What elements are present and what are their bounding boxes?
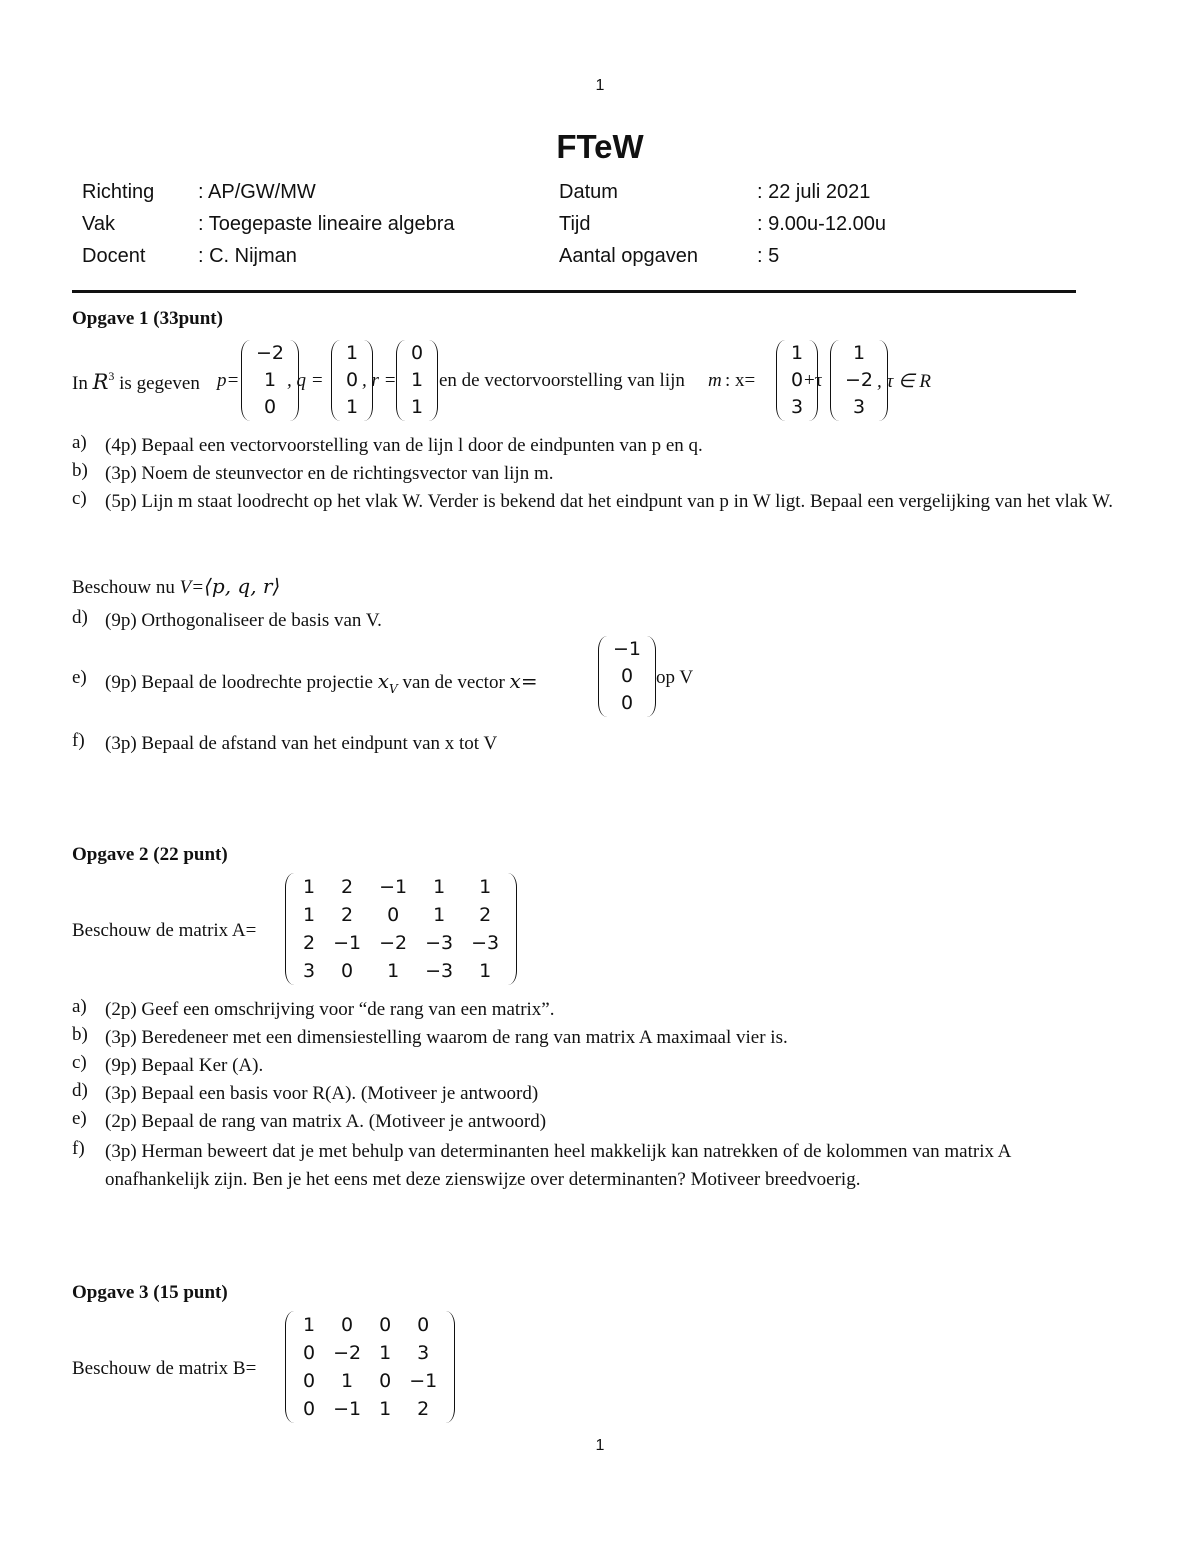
matrix-row bbox=[405, 340, 429, 367]
matrix-a-label: Beschouw de matrix A= bbox=[72, 920, 257, 941]
matrix-row bbox=[294, 1339, 446, 1367]
matrix-row bbox=[294, 873, 508, 901]
exam-title: FTeW bbox=[556, 128, 644, 165]
matrix-cell: 0 bbox=[620, 665, 634, 687]
item-text: (2p) Bepaal de rang van matrix A. (Motiveer je antwoord) bbox=[105, 1111, 547, 1132]
matrix-cell: −1 bbox=[409, 1370, 438, 1392]
datum-value: : 22 juli 2021 bbox=[757, 181, 871, 203]
matrix-cell: 0 bbox=[379, 1314, 392, 1336]
matrix-cell: −1 bbox=[333, 932, 362, 954]
matrix-row bbox=[294, 1311, 446, 1339]
matrix-cell: 1 bbox=[387, 960, 400, 982]
matrix-cell: 0 bbox=[263, 396, 277, 418]
matrix-cell: 0 bbox=[411, 342, 424, 364]
consider-prefix: Beschouw nu bbox=[72, 577, 175, 598]
matrix-cell: 1 bbox=[303, 876, 316, 898]
matrix-cell: −1 bbox=[613, 638, 642, 660]
matrix-b-label: Beschouw de matrix B= bbox=[72, 1358, 257, 1379]
matrix-row bbox=[250, 367, 290, 394]
e-text-after bbox=[656, 667, 693, 689]
matrix-cell: 0 bbox=[620, 692, 634, 714]
matrix-row bbox=[294, 901, 508, 929]
matrix-cell: −3 bbox=[425, 932, 454, 954]
matrix-row bbox=[405, 394, 429, 421]
item-text: (3p) Herman beweert dat je met behulp van determinanten heel makkelijk kan natrekken of de kolommen van matrix A onafhankelijk zijn. Ben je het eens met deze zienswijze over determinanten? Motiveer breedvoerig. bbox=[105, 1141, 1011, 1190]
matrix-cell: −1 bbox=[379, 876, 408, 898]
matrix-row bbox=[785, 394, 809, 421]
matrix-row bbox=[340, 340, 364, 367]
item-label: b) bbox=[72, 1024, 88, 1045]
item-label: e) bbox=[72, 667, 87, 688]
richting-label: Richting bbox=[82, 181, 155, 203]
opgave2-item-c bbox=[72, 1052, 1132, 1080]
matrix-cell: 1 bbox=[433, 876, 446, 898]
matrix-cell: 0 bbox=[303, 1398, 316, 1420]
matrix-cell: 1 bbox=[433, 904, 446, 926]
matrix-cell: 2 bbox=[341, 876, 354, 898]
vak-value: : Toegepaste lineaire algebra bbox=[198, 213, 455, 235]
matrix-cell: 0 bbox=[379, 1370, 392, 1392]
opgaven-value: : 5 bbox=[757, 245, 780, 267]
matrix-cell: 0 bbox=[303, 1342, 316, 1364]
matrix-cell: 1 bbox=[379, 1398, 392, 1420]
matrix-cell: −2 bbox=[333, 1342, 362, 1364]
matrix-row bbox=[839, 394, 879, 421]
line-text: en de vectorvoorstelling van lijn bbox=[439, 370, 685, 391]
opgave1-heading: Opgave 1 (33punt) bbox=[72, 308, 223, 329]
opgave3-heading: Opgave 3 (15 punt) bbox=[72, 1282, 228, 1303]
matrix-cell: 2 bbox=[479, 904, 492, 926]
matrix-row bbox=[294, 1395, 446, 1423]
matrix-cell: −1 bbox=[333, 1398, 362, 1420]
matrix-cell: −2 bbox=[379, 932, 408, 954]
item-label: f) bbox=[72, 1138, 85, 1159]
item-text: (9p) Orthogonaliseer de basis van V. bbox=[105, 610, 382, 631]
item-text: (3p) Bepaal een basis voor R(A). (Motiveer je antwoord) bbox=[105, 1083, 539, 1104]
matrix-cell: 0 bbox=[417, 1314, 430, 1336]
item-label: d) bbox=[72, 607, 88, 628]
e-xv-sub: V bbox=[389, 681, 398, 696]
matrix-cell: 1 bbox=[341, 1370, 354, 1392]
matrix-cell: 3 bbox=[417, 1342, 430, 1364]
consider-span: ⟨p, q, r⟩ bbox=[204, 574, 281, 598]
plus-tau: +τ bbox=[804, 370, 823, 391]
intro-given: is gegeven bbox=[119, 373, 200, 394]
matrix-cell: 1 bbox=[852, 342, 866, 364]
item-label: a) bbox=[72, 996, 87, 1017]
item-label: c) bbox=[72, 488, 87, 509]
matrix-row bbox=[839, 340, 879, 367]
matrix-cell: 0 bbox=[341, 960, 354, 982]
opgaven-label: Aantal opgaven bbox=[559, 245, 699, 267]
matrix-row bbox=[607, 690, 647, 717]
matrix-cell: −2 bbox=[256, 342, 285, 364]
matrix-cell: −3 bbox=[471, 932, 500, 954]
matrix-row bbox=[785, 340, 809, 367]
matrix-cell: 1 bbox=[411, 369, 424, 391]
matrix-cell: 1 bbox=[411, 396, 424, 418]
opgave2-item-f bbox=[72, 1138, 1117, 1194]
e-x-eq: x= bbox=[509, 669, 538, 693]
matrix-cell: 0 bbox=[791, 369, 804, 391]
docent-value: : C. Nijman bbox=[198, 245, 297, 267]
e-xv: x bbox=[377, 669, 390, 693]
matrix-cell: 1 bbox=[479, 960, 492, 982]
opgave1-item-a bbox=[72, 432, 1132, 460]
matrix-row bbox=[294, 1367, 446, 1395]
p-label: p= bbox=[217, 370, 240, 391]
opgave1-item-f bbox=[72, 730, 1132, 758]
matrix-row bbox=[340, 394, 364, 421]
item-text: (3p) Beredeneer met een dimensiestelling waarom de rang van matrix A maximaal vier is. bbox=[105, 1027, 788, 1048]
q-label: , q = bbox=[287, 370, 324, 391]
item-label: e) bbox=[72, 1108, 87, 1129]
matrix-row bbox=[839, 367, 879, 394]
x-label: : x= bbox=[725, 370, 756, 391]
matrix-cell: 1 bbox=[263, 369, 277, 391]
matrix-cell: −2 bbox=[845, 369, 874, 391]
matrix-cell: 2 bbox=[341, 904, 354, 926]
opgave2-item-b bbox=[72, 1024, 1132, 1052]
intro-r: R bbox=[92, 370, 109, 394]
consider-line bbox=[72, 574, 280, 599]
matrix-cell: 1 bbox=[303, 904, 316, 926]
matrix-cell: 3 bbox=[852, 396, 866, 418]
matrix-row bbox=[250, 394, 290, 421]
matrix-row bbox=[607, 636, 647, 663]
matrix-cell: 0 bbox=[346, 369, 359, 391]
richting-value: : AP/GW/MW bbox=[198, 181, 316, 203]
matrix-cell: 1 bbox=[479, 876, 492, 898]
matrix-row bbox=[340, 367, 364, 394]
e-text-before: (9p) Bepaal de loodrechte projectie bbox=[105, 672, 373, 693]
header-divider bbox=[72, 290, 1076, 293]
matrix-cell: 1 bbox=[303, 1314, 316, 1336]
item-text: (3p) Bepaal de afstand van het eindpunt van x tot V bbox=[105, 733, 498, 754]
matrix-cell: 2 bbox=[303, 932, 316, 954]
item-label: c) bbox=[72, 1052, 87, 1073]
tijd-value: : 9.00u-12.00u bbox=[757, 213, 886, 235]
item-label: f) bbox=[72, 730, 85, 751]
vak-label: Vak bbox=[82, 213, 115, 235]
matrix-cell: 0 bbox=[303, 1370, 316, 1392]
item-text: (5p) Lijn m staat loodrecht op het vlak W. Verder is bekend dat het eindpunt van p in W ligt. Bepaal een vergelijking van het vlak W. bbox=[105, 491, 1114, 512]
page-number-top: 1 bbox=[595, 77, 605, 94]
intro-exp: 3 bbox=[108, 368, 115, 383]
matrix-cell: 0 bbox=[341, 1314, 354, 1336]
matrix-cell: 0 bbox=[387, 904, 400, 926]
item-label: d) bbox=[72, 1080, 88, 1101]
consider-v: V= bbox=[179, 577, 205, 598]
m-label: m bbox=[708, 370, 722, 391]
vector-x bbox=[598, 636, 656, 717]
matrix-cell: 3 bbox=[791, 396, 804, 418]
e-text-mid: van de vector bbox=[402, 672, 505, 693]
matrix-cell: 1 bbox=[346, 342, 359, 364]
item-label: a) bbox=[72, 432, 87, 453]
item-text: (4p) Bepaal een vectorvoorstelling van de lijn l door de eindpunten van p en q. bbox=[105, 435, 703, 456]
matrix-cell: 3 bbox=[303, 960, 316, 982]
opgave2-heading: Opgave 2 (22 punt) bbox=[72, 844, 228, 865]
item-text: (9p) Bepaal Ker (A). bbox=[105, 1055, 264, 1076]
opgave1-item-b bbox=[72, 460, 1132, 488]
item-label: b) bbox=[72, 460, 88, 481]
opgave2-item-e bbox=[72, 1108, 1132, 1136]
matrix-cell: 2 bbox=[417, 1398, 430, 1420]
matrix-row bbox=[250, 340, 290, 367]
r-label: , r = bbox=[362, 370, 397, 391]
tau-in-r: , τ ∈ R bbox=[877, 371, 931, 392]
matrix-row bbox=[294, 929, 508, 957]
matrix-row bbox=[405, 367, 429, 394]
matrix-cell: 1 bbox=[379, 1342, 392, 1364]
opgave1-item-d bbox=[72, 607, 1132, 635]
matrix-row bbox=[607, 663, 647, 690]
datum-label: Datum bbox=[559, 181, 618, 203]
matrix-b bbox=[285, 1311, 455, 1423]
intro-in: In bbox=[72, 373, 88, 394]
opgave2-item-d bbox=[72, 1080, 1132, 1108]
matrix-a bbox=[285, 873, 517, 985]
opgave1-item-c bbox=[72, 488, 1117, 516]
item-text: (3p) Noem de steunvector en de richtingsvector van lijn m. bbox=[105, 463, 554, 484]
opgave1-intro bbox=[72, 370, 200, 395]
opgave2-item-a bbox=[72, 996, 1132, 1024]
item-text: (2p) Geef een omschrijving voor “de rang van een matrix”. bbox=[105, 999, 555, 1020]
vector-r bbox=[396, 340, 438, 421]
e-after: op V bbox=[656, 667, 694, 688]
matrix-cell: 1 bbox=[791, 342, 804, 364]
page-number-bottom: 1 bbox=[595, 1437, 605, 1454]
matrix-cell: 1 bbox=[346, 396, 359, 418]
tijd-label: Tijd bbox=[559, 213, 591, 235]
matrix-row bbox=[294, 957, 508, 985]
matrix-cell: −3 bbox=[425, 960, 454, 982]
docent-label: Docent bbox=[82, 245, 146, 267]
